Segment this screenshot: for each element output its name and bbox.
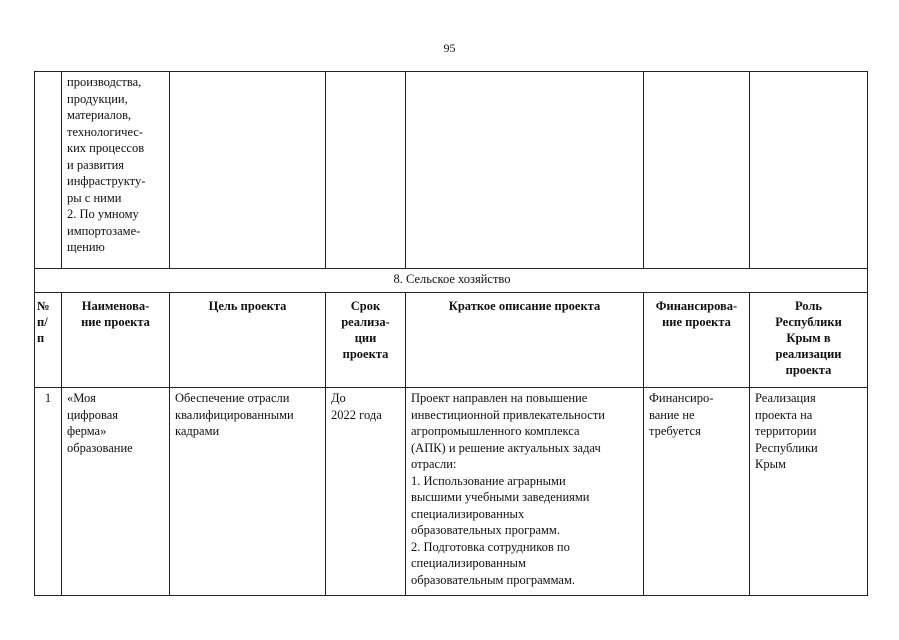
section-title: 8. Сельское хозяйство — [35, 269, 868, 293]
row-financing: Финансиро- вание не требуется — [644, 388, 750, 596]
continuation-term-cell — [326, 72, 406, 269]
page-number: 95 — [443, 41, 456, 55]
table-row — [35, 388, 868, 596]
header-term: Срок реализа- ции проекта — [326, 293, 406, 388]
header-name: Наименова- ние проекта — [62, 293, 170, 388]
continuation-name-cell: производства, продукции, материалов, технологичес- ких процессов и развития инфраструкту- ры с ними 2. По умному импортозаме- щению — [62, 72, 170, 269]
header-goal: Цель проекта — [170, 293, 326, 388]
row-description: Проект направлен на повышение инвестиционной привлекательности агропромышленного комплекса (АПК) и решение актуальных задач отрасли: 1. Использование аграрными высшими учебными заведениями специализированных образовательных программ. 2. Подготовка сотрудников по специализированным образовательным программам. — [406, 388, 644, 596]
header-role: Роль Республики Крым в реализации проекта — [750, 293, 868, 388]
continuation-description-cell — [406, 72, 644, 269]
header-row — [35, 293, 868, 388]
header-description: Краткое описание проекта — [406, 293, 644, 388]
row-goal: Обеспечение отрасли квалифицированными кадрами — [170, 388, 326, 596]
row-name: «Моя цифровая ферма» образование — [62, 388, 170, 596]
continuation-number-cell — [35, 72, 62, 269]
row-number: 1 — [35, 388, 62, 596]
continuation-role-cell — [750, 72, 868, 269]
header-number: № п/ п — [35, 293, 62, 388]
projects-table — [34, 71, 868, 596]
continuation-row — [35, 72, 868, 269]
row-role: Реализация проекта на территории Республики Крым — [750, 388, 868, 596]
section-row — [35, 269, 868, 293]
header-financing: Финансирова- ние проекта — [644, 293, 750, 388]
continuation-goal-cell — [170, 72, 326, 269]
continuation-financing-cell — [644, 72, 750, 269]
row-term: До 2022 года — [326, 388, 406, 596]
